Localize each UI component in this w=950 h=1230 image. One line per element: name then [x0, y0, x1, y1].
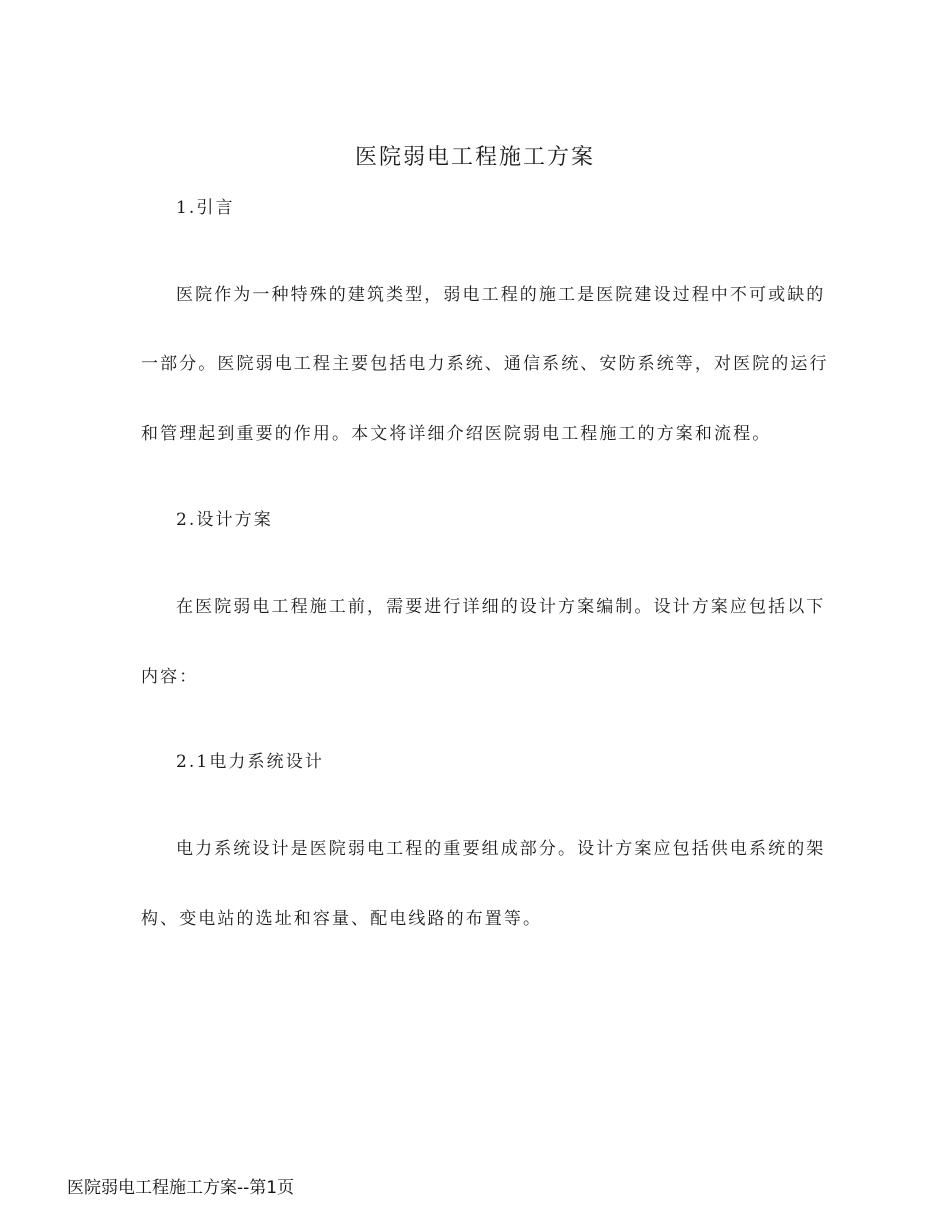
paragraph-line: 电力系统设计是医院弱电工程的重要组成部分。设计方案应包括供电系统的架	[176, 839, 826, 859]
document-title: 医院弱电工程施工方案	[354, 145, 595, 170]
section-heading-power-system-design: 2.1电力系统设计	[176, 752, 324, 772]
section-heading-design-plan: 2.设计方案	[176, 510, 273, 530]
paragraph-line: 和管理起到重要的作用。本文将详细介绍医院弱电工程施工的方案和流程。	[141, 424, 772, 444]
paragraph-line: 构、变电站的选址和容量、配电线路的布置等。	[141, 909, 543, 929]
paragraph-line: 内容：	[141, 667, 199, 687]
page-footer: 医院弱电工程施工方案--第1页	[67, 1178, 295, 1198]
paragraph-line: 医院作为一种特殊的建筑类型，弱电工程的施工是医院建设过程中不可或缺的	[176, 285, 826, 305]
paragraph-line: 一部分。医院弱电工程主要包括电力系统、通信系统、安防系统等，对医院的运行	[141, 354, 829, 374]
section-heading-introduction: 1.引言	[176, 198, 235, 218]
paragraph-line: 在医院弱电工程施工前，需要进行详细的设计方案编制。设计方案应包括以下	[176, 597, 826, 617]
